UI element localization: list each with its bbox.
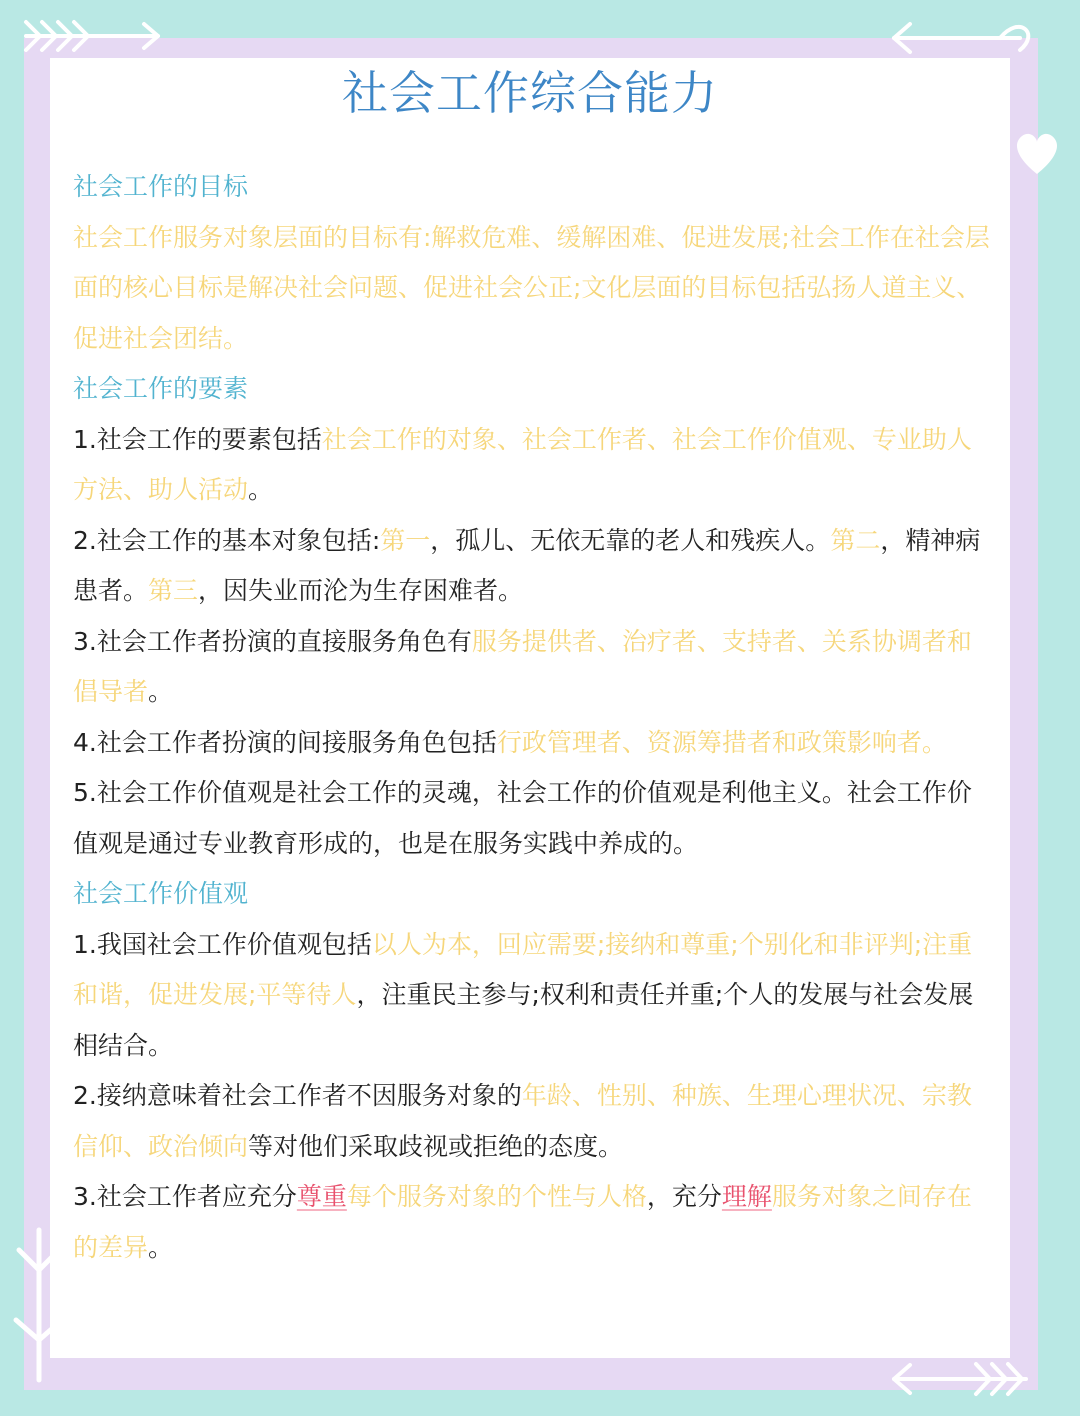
arrow-icon	[880, 14, 1040, 62]
list-item: 2.接纳意味着社会工作者不因服务对象的年龄、性别、种族、生理心理状况、宗教信仰、政治倾向等对他们采取歧视或拒绝的态度。	[73, 1081, 972, 1161]
list-item: 1.社会工作的要素包括社会工作的对象、社会工作者、社会工作价值观、专业助人方法、助人活动。	[73, 424, 972, 504]
list-item: 5.社会工作价值观是社会工作的灵魂，社会工作的价值观是利他主义。社会工作价值观是通过专业教育形成的，也是在服务实践中养成的。	[73, 778, 972, 858]
section-heading-elements: 社会工作的要素	[73, 374, 249, 403]
list-item: 2.社会工作的基本对象包括:第一，孤儿、无依无靠的老人和残疾人。第二，精神病患者。第三，因失业而沦为生存困难者。	[73, 525, 981, 605]
arrow-icon	[18, 14, 168, 58]
page-title: 社会工作综合能力	[342, 66, 718, 120]
section-heading-goals: 社会工作的目标	[73, 172, 249, 201]
goals-text: 社会工作服务对象层面的目标有:解救危难、缓解困难、促进发展;社会工作在社会层面的核心目标是解决社会问题、促进社会公正;文化层面的目标包括弘扬人道主义、促进社会团结。	[73, 222, 990, 353]
list-item: 4.社会工作者扮演的间接服务角色包括行政管理者、资源筹措者和政策影响者。	[73, 727, 947, 757]
list-item: 1.我国社会工作价值观包括以人为本，回应需要;接纳和尊重;个别化和非评判;注重和谐，促进发展;平等待人，注重民主参与;权利和责任并重;个人的发展与社会发展相结合。	[73, 929, 974, 1060]
section-heading-values: 社会工作价值观	[73, 879, 249, 908]
snowflake-icon	[4, 1220, 74, 1390]
main-content	[73, 162, 993, 1273]
arrow-icon	[880, 1354, 1040, 1404]
heart-icon	[1012, 120, 1062, 180]
list-item: 3.社会工作者扮演的直接服务角色有服务提供者、治疗者、支持者、关系协调者和倡导者。	[73, 626, 972, 706]
list-item: 3.社会工作者应充分尊重每个服务对象的个性与人格，充分理解服务对象之间存在的差异。	[73, 1182, 972, 1262]
